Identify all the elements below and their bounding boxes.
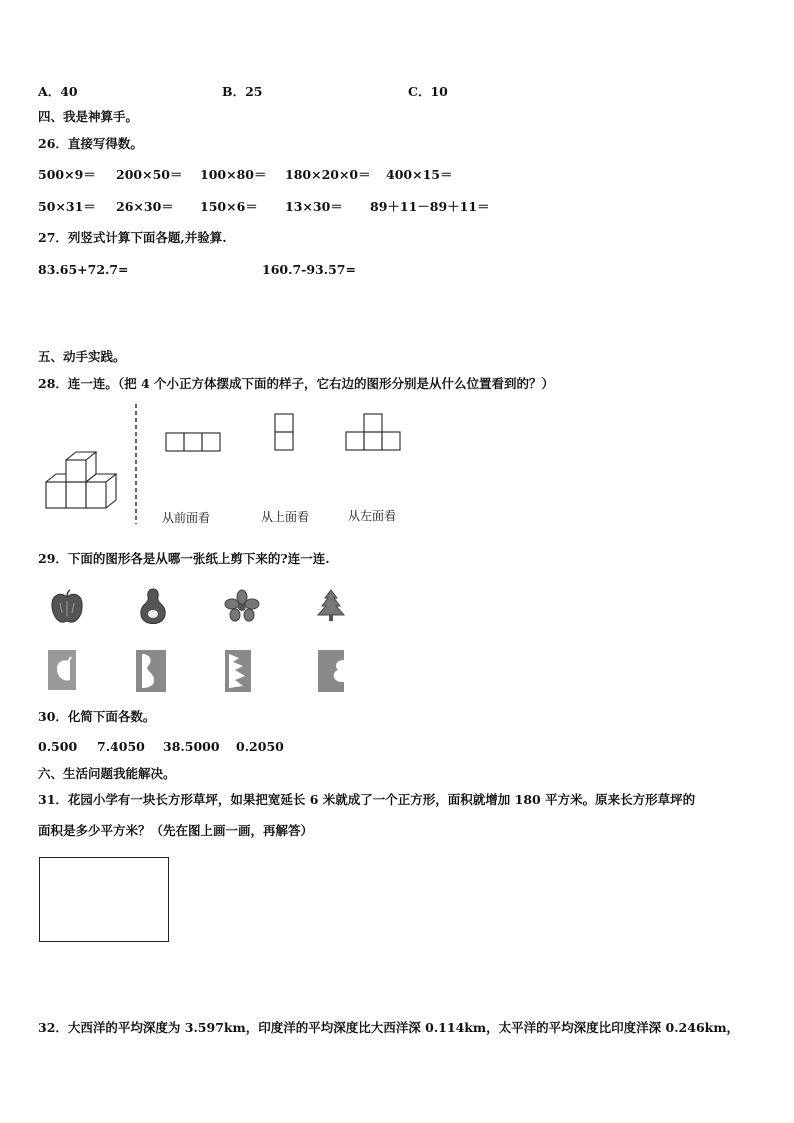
q26-item: 180×20×0＝ bbox=[285, 167, 371, 182]
q26-item: 26×30＝ bbox=[116, 199, 174, 214]
section-5-title: 五、动手实践。 bbox=[38, 349, 126, 364]
option-c: C．10 bbox=[408, 84, 448, 99]
section-4-title: 四、我是神算手。 bbox=[38, 109, 139, 124]
paper-flower-cutout bbox=[318, 650, 344, 692]
q27-title: 27．列竖式计算下面各题,并验算. bbox=[38, 230, 227, 245]
q26-item: 100×80＝ bbox=[200, 167, 267, 182]
flower-icon bbox=[224, 589, 260, 623]
q30-item: 0.500 bbox=[38, 739, 78, 754]
q30-item: 7.4050 bbox=[97, 739, 145, 754]
q32-line1: 32．大西洋的平均深度为 3.597km，印度洋的平均深度比大西洋深 0.114km，太平洋的平均深度比印度洋深 0.246km， bbox=[38, 1020, 740, 1035]
view-label-top: 从上面看 bbox=[261, 510, 310, 524]
lawn-rectangle bbox=[39, 857, 169, 942]
view-shape-1 bbox=[165, 432, 223, 452]
q31-line2: 面积是多少平方米？（先在图上画一画，再解答） bbox=[38, 823, 314, 838]
view-shape-3 bbox=[345, 413, 403, 453]
paper-tree-cutout bbox=[225, 650, 251, 692]
q26-item: 13×30＝ bbox=[285, 199, 343, 214]
q28-title: 28．连一连。（把 4 个小正方体摆成下面的样子，它右边的图形分别是从什么位置看到的？） bbox=[38, 376, 555, 391]
q30-title: 30．化简下面各数。 bbox=[38, 709, 156, 724]
q29-title: 29．下面的图形各是从哪一张纸上剪下来的?连一连. bbox=[38, 551, 330, 566]
cube-stack-figure bbox=[44, 450, 124, 514]
tree-icon bbox=[315, 589, 347, 623]
paper-apple-cutout bbox=[48, 650, 76, 690]
apple-icon bbox=[50, 589, 84, 625]
q26-item: 400×15＝ bbox=[386, 167, 453, 182]
q31-line1: 31．花园小学有一块长方形草坪，如果把宽延长 6 米就成了一个正方形，面积就增加 180 平方米。原来长方形草坪的 bbox=[38, 792, 696, 807]
q27-item: 160.7-93.57= bbox=[262, 262, 356, 277]
view-shape-2 bbox=[274, 413, 296, 453]
option-b: B．25 bbox=[222, 84, 263, 99]
q30-item: 38.5000 bbox=[163, 739, 220, 754]
gourd-icon bbox=[138, 587, 168, 625]
paper-gourd-cutout bbox=[136, 650, 166, 692]
q26-item: 89＋11－89＋11＝ bbox=[370, 199, 490, 214]
q26-item: 50×31＝ bbox=[38, 199, 96, 214]
q26-item: 150×6＝ bbox=[200, 199, 258, 214]
option-a: A．40 bbox=[38, 84, 78, 99]
view-label-left: 从左面看 bbox=[348, 509, 397, 523]
section-6-title: 六、生活问题我能解决。 bbox=[38, 766, 176, 781]
dashed-divider bbox=[134, 404, 138, 524]
q26-item: 200×50＝ bbox=[116, 167, 183, 182]
q26-item: 500×9＝ bbox=[38, 167, 96, 182]
view-label-front: 从前面看 bbox=[162, 511, 211, 525]
q30-item: 0.2050 bbox=[236, 739, 284, 754]
q26-title: 26．直接写得数。 bbox=[38, 136, 143, 151]
q27-item: 83.65+72.7= bbox=[38, 262, 129, 277]
